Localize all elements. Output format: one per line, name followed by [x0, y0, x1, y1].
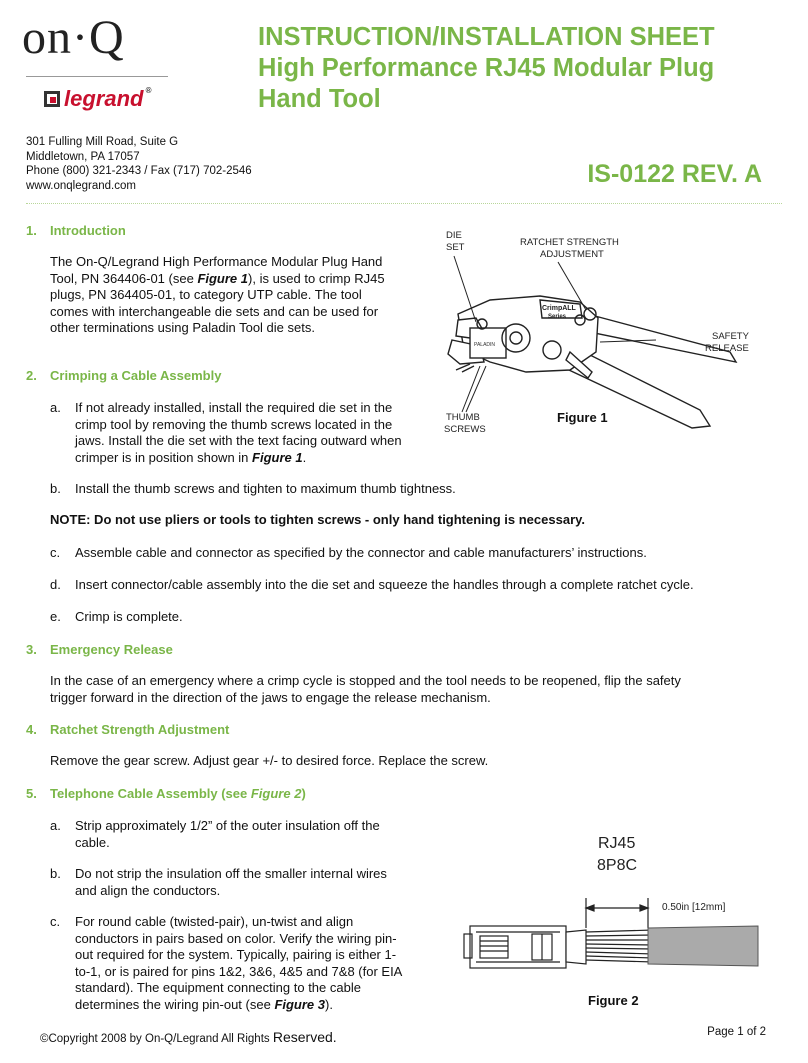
note-hand-tighten: NOTE: Do not use pliers or tools to tighten screws - only hand tightening is necessary.	[50, 512, 585, 527]
title-line-3: Hand Tool	[258, 85, 381, 113]
legrand-logo	[44, 86, 151, 112]
step-2c: c. Assemble cable and connector as specified by the connector and cable manufacturers’ instructions.	[50, 545, 647, 560]
section-5-heading: 5. Telephone Cable Assembly (see Figure 2)	[26, 786, 306, 801]
step-2b: b. Install the thumb screws and tighten to maximum thumb tightness.	[50, 481, 456, 496]
label-safety-2: RELEASE	[705, 343, 749, 354]
label-die-set-2: SET	[446, 242, 465, 253]
figure-1-caption: Figure 1	[557, 410, 608, 425]
address-line-1: 301 Fulling Mill Road, Suite G	[26, 136, 179, 148]
section-3-body: In the case of an emergency where a crimp cycle is stopped and the tool needs to be reopened, flip the safety trigger forward in the direction of the jaws to engage the release mechanism.	[50, 673, 681, 705]
address-website[interactable]: www.onqlegrand.com	[26, 179, 136, 192]
label-thumb-2: SCREWS	[444, 424, 486, 435]
step-2d: d. Insert connector/cable assembly into the die set and squeeze the handles through a complete ratchet cycle.	[50, 577, 694, 592]
section-4-heading: 4. Ratchet Strength Adjustment	[26, 722, 230, 737]
label-thumb-1: THUMB	[446, 412, 480, 423]
footer-copyright: ©Copyright 2008 by On-Q/Legrand All Rights Reserved.	[40, 1029, 337, 1045]
title-line-1: INSTRUCTION/INSTALLATION SHEET	[258, 23, 715, 51]
section-1-heading: 1. Introduction	[26, 223, 126, 238]
step-5b: b. Do not strip the insulation off the smaller internal wires and align the conductors.	[50, 866, 387, 898]
label-safety-1: SAFETY	[712, 331, 749, 342]
section-3-heading: 3. Emergency Release	[26, 642, 173, 657]
address-phone: Phone (800) 321-2343 / Fax (717) 702-2546	[26, 165, 252, 177]
header-divider	[26, 203, 782, 204]
brand-label-1: CrimpALL	[542, 305, 576, 312]
registered-mark: ®	[145, 86, 152, 95]
logo-divider	[26, 76, 168, 77]
document-title	[258, 22, 715, 115]
section-4-body: Remove the gear screw. Adjust gear +/- to desired force. Replace the screw.	[50, 753, 489, 768]
legrand-wordmark: legrand	[64, 86, 144, 111]
fig2-label-rj45: RJ45	[598, 835, 636, 852]
section-1-body: The On-Q/Legrand High Performance Modular Plug Hand Tool, PN 364406-01 (see Figure 1), is used to crimp RJ45 plugs, PN 364405-01, to category UTP cable. The tool comes with interchangeable die sets and can be used for other terminations using Paladin Tool die sets.	[50, 254, 385, 335]
step-5c: c. For round cable (twisted-pair), un-twist and align conductors in pairs based on color. Verify the wiring pin- out required for the system. Typically, pairing is either 1- to-1, or is paired for pins 1&2, 3&6, 4&5 and 7&8 (for EIA standard). The equipment connecting to the cable determines the wiring pin-out (see Figure 3).	[50, 914, 403, 1012]
label-die-set-1: DIE	[446, 230, 462, 241]
die-set-text: PALADIN	[474, 342, 496, 348]
figure-1-ref[interactable]: Figure 1	[197, 270, 249, 286]
title-line-2: High Performance RJ45 Modular Plug	[258, 54, 715, 82]
figure-2-caption: Figure 2	[588, 993, 639, 1008]
cable-jacket	[648, 926, 758, 966]
label-ratchet-1: RATCHET STRENGTH	[520, 237, 619, 248]
document-number: IS-0122 REV. A	[587, 160, 762, 188]
figure-2-rj45-diagram	[440, 828, 780, 978]
figure-1-ref-2[interactable]: Figure 1	[252, 449, 303, 465]
onq-logo: on·Q	[22, 11, 125, 64]
section-2-heading: 2. Crimping a Cable Assembly	[26, 368, 222, 383]
step-2a: a. If not already installed, install the required die set in the crimp tool by removing the thumb screws located in the jaws. Install the die set with the text facing outward when crimper is in position shown in Figure 1.	[50, 400, 402, 465]
figure-1-crimp-tool	[430, 222, 770, 442]
figure-2-ref[interactable]: Figure 2	[250, 786, 302, 801]
step-2e: e. Crimp is complete.	[50, 609, 183, 624]
brand-label-2: Series	[548, 314, 567, 320]
figure-3-ref[interactable]: Figure 3	[274, 996, 326, 1012]
fig2-label-8p8c: 8P8C	[597, 857, 638, 874]
step-5a: a. Strip approximately 1/2” of the outer insulation off the cable.	[50, 818, 380, 850]
page-number: Page 1 of 2	[707, 1026, 766, 1038]
address-line-2: Middletown, PA 17057	[26, 150, 140, 163]
legrand-mark-icon	[44, 91, 60, 107]
fig2-dimension-label: 0.50in [12mm]	[662, 902, 726, 913]
label-ratchet-2: ADJUSTMENT	[540, 249, 604, 260]
company-address	[26, 135, 252, 193]
